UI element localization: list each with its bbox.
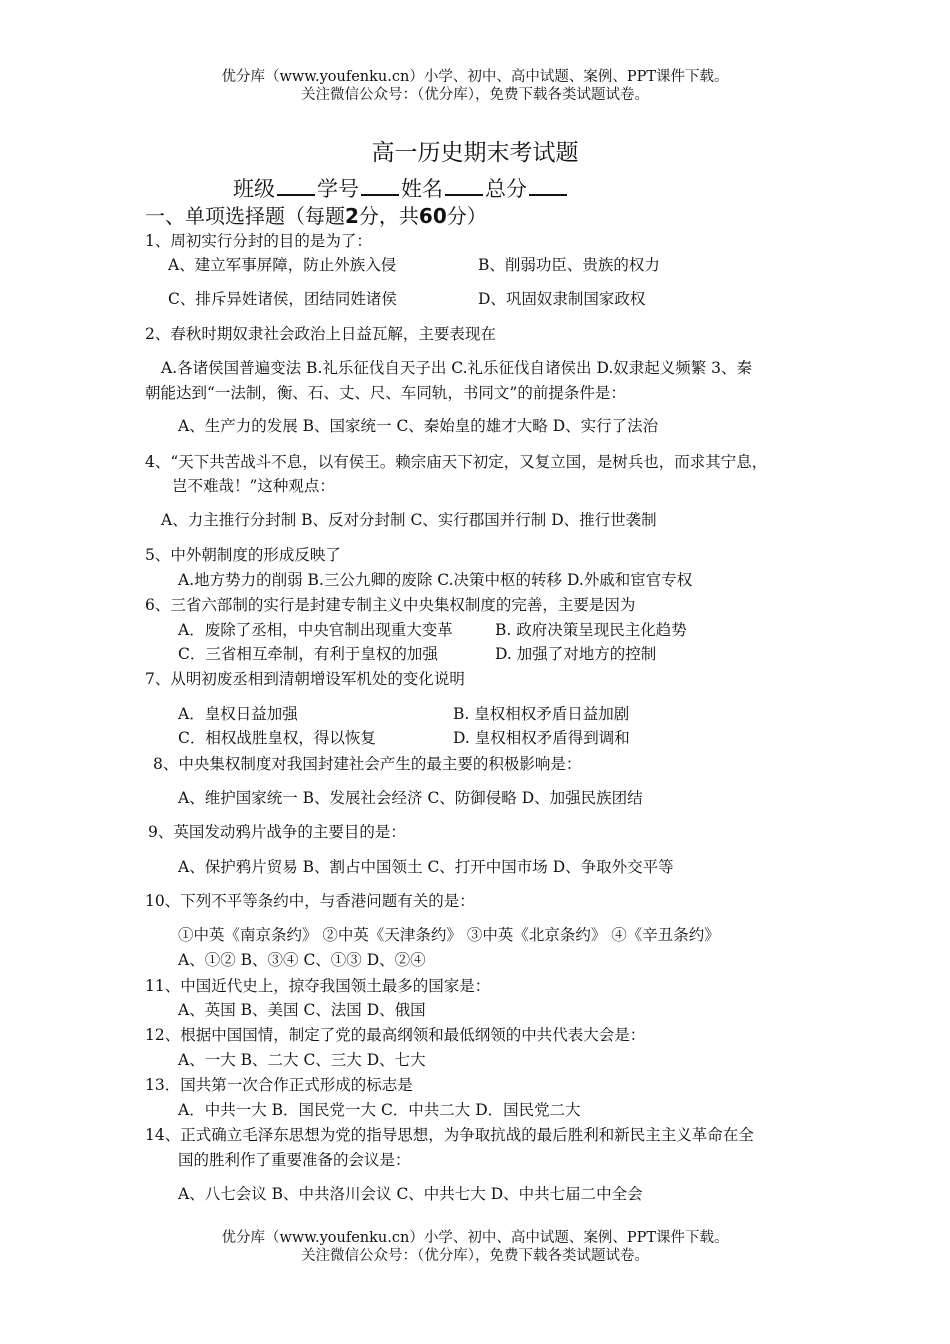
question-7-stem: 7、从明初废丞相到清朝增设军机处的变化说明	[145, 670, 465, 688]
question-12-stem: 12、根据中国国情，制定了党的最高纲领和最低纲领的中共代表大会是：	[145, 1026, 646, 1044]
question-4-stem: 4、“天下共苦战斗不息，以有侯王。赖宗庙天下初定，又复立国，是树兵也，而求其宁息，	[145, 453, 768, 471]
question-2-stem: 2、春秋时期奴隶社会政治上日益瓦解，主要表现在	[145, 325, 496, 343]
question-11-stem: 11、中国近代史上，掠夺我国领土最多的国家是：	[145, 977, 491, 995]
field-name-label: 姓名	[401, 177, 443, 201]
question-9-stem: 9、英国发动鸦片战争的主要目的是：	[148, 823, 406, 841]
question-6-option-c: C．三省相互牵制，有利于皇权的加强	[178, 645, 438, 663]
section-title: 一、单项选择题（每题2分，共60分）	[145, 204, 487, 228]
header-line-1: 优分库（www.youfenku.cn）小学、初中、高中试题、案例、PPT课件下载。	[221, 69, 729, 85]
question-4-stem-cont: 岂不难哉！”这种观点：	[172, 477, 335, 495]
field-number-blank[interactable]	[361, 176, 399, 196]
field-name-blank[interactable]	[445, 176, 483, 196]
question-14-stem-cont: 国的胜利作了重要准备的会议是：	[178, 1151, 411, 1169]
question-1-option-c: C、排斥异姓诸侯，团结同姓诸侯	[168, 290, 397, 308]
question-4-options: A、力主推行分封制 B、反对分封制 C、实行郡国并行制 D、推行世袭制	[161, 511, 657, 529]
question-14-options: A、八七会议 B、中共洛川会议 C、中共七大 D、中共七届二中全会	[178, 1185, 643, 1203]
question-5-stem: 5、中外朝制度的形成反映了	[145, 546, 341, 564]
question-1-option-a: A、建立军事屏障，防止外族入侵	[168, 256, 397, 274]
question-2-options: A.各诸侯国普遍变法 B.礼乐征伐自天子出 C.礼乐征伐自诸侯出 D.奴隶起义频繁 3、秦	[161, 359, 753, 377]
field-class-blank[interactable]	[277, 176, 315, 196]
footer-line-1: 优分库（www.youfenku.cn）小学、初中、高中试题、案例、PPT课件下载。	[221, 1230, 729, 1246]
field-score-blank[interactable]	[529, 176, 567, 196]
question-8-options: A、维护国家统一 B、发展社会经济 C、防御侵略 D、加强民族团结	[178, 789, 643, 807]
field-score-label: 总分	[485, 177, 527, 201]
question-1-stem: 1、周初实行分封的目的是为了：	[145, 232, 372, 250]
footer-line-2: 关注微信公众号：（优分库），免费下载各类试题试卷。	[301, 1248, 649, 1264]
question-10-stem: 10、下列不平等条约中，与香港问题有关的是：	[145, 892, 475, 910]
student-info-line	[233, 173, 569, 203]
question-3-options: A、生产力的发展 B、国家统一 C、秦始皇的雄才大略 D、实行了法治	[178, 417, 659, 435]
question-12-options: A、一大 B、二大 C、三大 D、七大	[178, 1051, 426, 1069]
question-13-stem: 13．国共第一次合作正式形成的标志是	[145, 1076, 413, 1094]
question-6-option-a: A．废除了丞相，中央官制出现重大变革	[178, 621, 453, 639]
question-6-stem: 6、三省六部制的实行是封建专制主义中央集权制度的完善，主要是因为	[145, 596, 636, 614]
question-6-option-b: B. 政府决策呈现民主化趋势	[495, 621, 687, 639]
question-5-options: A.地方势力的削弱 B.三公九卿的废除 C.决策中枢的转移 D.外戚和宦官专权	[178, 571, 693, 589]
question-1-option-d: D、巩固奴隶制国家政权	[478, 290, 646, 308]
field-number-label: 学号	[317, 177, 359, 201]
exam-title: 高一历史期末考试题	[371, 140, 579, 166]
question-10-options: A、①② B、③④ C、①③ D、②④	[178, 951, 426, 969]
question-6-option-d: D. 加强了对地方的控制	[495, 645, 657, 663]
question-9-options: A、保护鸦片贸易 B、割占中国领土 C、打开中国市场 D、争取外交平等	[178, 858, 674, 876]
field-class-label: 班级	[233, 177, 275, 201]
question-7-option-b: B. 皇权相权矛盾日益加剧	[453, 705, 630, 723]
question-13-options: A．中共一大 B．国民党一大 C．中共二大 D．国民党二大	[178, 1101, 581, 1119]
question-8-stem: 8、中央集权制度对我国封建社会产生的最主要的积极影响是：	[153, 755, 582, 773]
question-7-option-c: C．相权战胜皇权，得以恢复	[178, 729, 376, 747]
question-3-stem: 朝能达到“一法制，衡、石、丈、尺、车同轨，书同文”的前提条件是：	[145, 384, 626, 402]
header-line-2: 关注微信公众号：（优分库），免费下载各类试题试卷。	[301, 87, 649, 103]
question-1-option-b: B、削弱功臣、贵族的权力	[478, 256, 660, 274]
question-7-option-d: D. 皇权相权矛盾得到调和	[453, 729, 630, 747]
question-11-options: A、英国 B、美国 C、法国 D、俄国	[178, 1001, 426, 1019]
question-10-items: ①中英《南京条约》 ②中英《天津条约》 ③中英《北京条约》 ④《辛丑条约》	[178, 926, 720, 944]
question-14-stem: 14、正式确立毛泽东思想为党的指导思想，为争取抗战的最后胜利和新民主主义革命在全	[145, 1126, 754, 1144]
question-7-option-a: A．皇权日益加强	[178, 705, 298, 723]
